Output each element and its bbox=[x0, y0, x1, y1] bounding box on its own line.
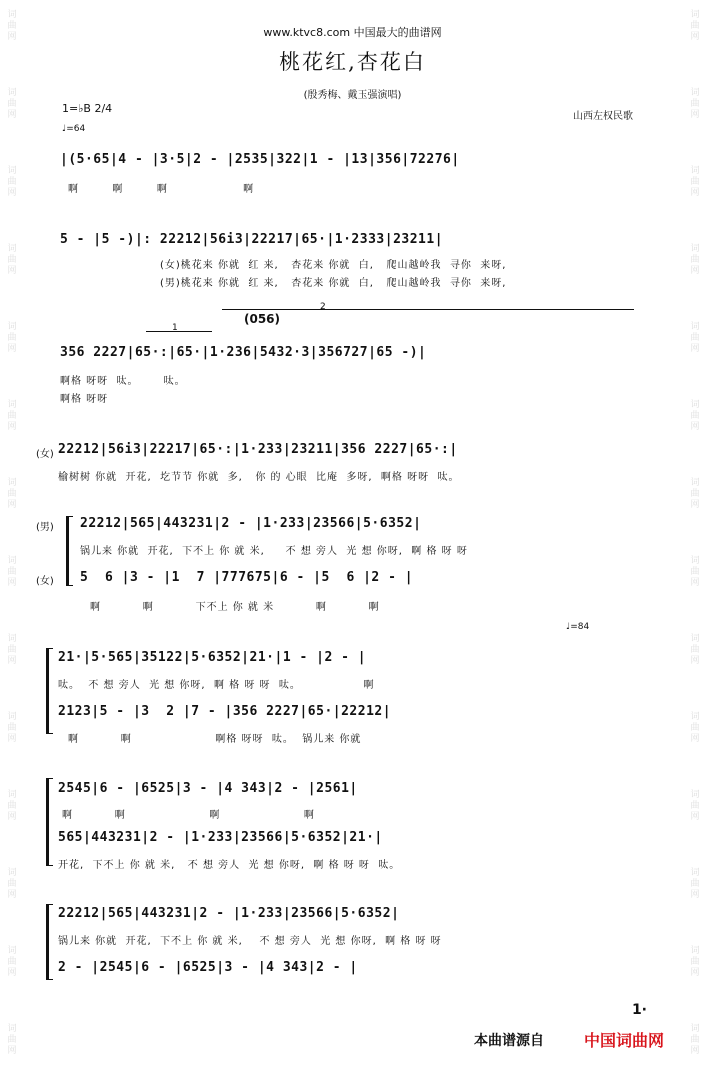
watermark-text: 词 曲 网 bbox=[690, 634, 700, 666]
watermark-text: 词 曲 网 bbox=[7, 556, 17, 588]
notation-line: 22212|565|443231|2 - |1·233|23566|5·6352| bbox=[58, 906, 400, 921]
song-title: 桃花红,杏花白 bbox=[279, 50, 426, 74]
lyrics-line: 啊 啊 啊 啊 bbox=[68, 184, 255, 195]
volta-number-1: 1 bbox=[172, 323, 178, 333]
watermark-text: 词 曲 网 bbox=[7, 10, 17, 42]
voice-label: (女) bbox=[36, 449, 54, 460]
watermark-text: 词 曲 网 bbox=[7, 1024, 17, 1056]
staff-brace bbox=[46, 648, 53, 734]
notation-line: 21·|5·565|35122|5·6352|21·|1 - |2 - | bbox=[58, 650, 367, 665]
watermark-text: 词 曲 网 bbox=[7, 244, 17, 276]
notation-line: 5 6 |3 - |1 7 |777675|6 - |5 6 |2 - | bbox=[80, 570, 414, 585]
volta-number-2: 2 bbox=[320, 302, 326, 312]
lyrics-line: 锅儿来 你就 开花, 下不上 你 就 米, 不 想 旁人 光 想 你呀, 啊 格 呀 呀 bbox=[58, 936, 442, 947]
notation-line: 565|443231|2 - |1·233|23566|5·6352|21·| bbox=[58, 830, 383, 845]
watermark-text: 词 曲 网 bbox=[7, 478, 17, 510]
song-origin: 山西左权民歌 bbox=[573, 111, 633, 122]
watermark-text: 词 曲 网 bbox=[690, 244, 700, 276]
notation-line: 356 2227|65·:|65·|1·236|5432·3|356727|65 -)| bbox=[60, 345, 427, 360]
performers: (殷秀梅、戴玉强演唱) bbox=[303, 90, 402, 101]
lyrics-line: 开花, 下不上 你 就 米, 不 想 旁人 光 想 你呀, 啊 格 呀 呀 呔。 bbox=[58, 860, 401, 871]
notation-line: 22212|565|443231|2 - |1·233|23566|5·6352| bbox=[80, 516, 422, 531]
staff-brace bbox=[46, 778, 53, 866]
lyrics-line: 啊 啊 下不上 你 就 米 啊 啊 bbox=[90, 602, 380, 613]
lyrics-line: 榆树树 你就 开花, 圪节节 你就 多, 你 的 心眼 比庵 多呀, 啊格 呀呀 呔。 bbox=[58, 472, 460, 483]
volta-bracket-1 bbox=[146, 331, 212, 332]
staff-brace bbox=[46, 904, 53, 980]
watermark-text: 词 曲 网 bbox=[7, 322, 17, 354]
watermark-text: 词 曲 网 bbox=[690, 400, 700, 432]
lyrics-line: (女)桃花来 你就 红 来, 杏花来 你就 白, 爬山越岭我 寻你 来呀, bbox=[160, 260, 507, 271]
watermark-text: 词 曲 网 bbox=[690, 88, 700, 120]
watermark-text: 词 曲 网 bbox=[7, 790, 17, 822]
notation-line: 22212|56i3|22217|65·:|1·233|23211|356 2227|65·:| bbox=[58, 442, 458, 457]
watermark-text: 词 曲 网 bbox=[690, 556, 700, 588]
watermark-text: 词 曲 网 bbox=[7, 400, 17, 432]
notation-line: 2123|5 - |3 2 |7 - |356 2227|65·|22212| bbox=[58, 704, 392, 719]
watermark-text: 词 曲 网 bbox=[690, 478, 700, 510]
staff-brace bbox=[66, 516, 73, 586]
notation-line: 2 - |2545|6 - |6525|3 - |4 343|2 - | bbox=[58, 960, 358, 975]
lyrics-line: 锅儿来 你就 开花, 下不上 你 就 米, 不 想 旁人 光 想 你呀, 啊 格 呀 呀 bbox=[80, 546, 468, 557]
lyrics-line: 呔。 不 想 旁人 光 想 你呀, 啊 格 呀 呀 呔。 啊 bbox=[58, 680, 375, 691]
watermark-text: 词 曲 网 bbox=[7, 88, 17, 120]
watermark-text: 词 曲 网 bbox=[690, 868, 700, 900]
watermark-text: 词 曲 网 bbox=[7, 712, 17, 744]
lyrics-line: 啊格 呀呀 bbox=[60, 394, 109, 405]
volta-bracket-2 bbox=[222, 309, 634, 310]
site-url: www.ktvc8.com 中国最大的曲谱网 bbox=[263, 26, 442, 39]
watermark-text: 词 曲 网 bbox=[690, 10, 700, 42]
lyrics-line: 啊 啊 啊 啊 bbox=[62, 810, 315, 821]
source-site: 中国词曲网 bbox=[584, 1031, 665, 1050]
watermark-text: 词 曲 网 bbox=[7, 634, 17, 666]
key-signature: 1=♭B 2/4 bbox=[62, 102, 113, 115]
watermark-text: 词 曲 网 bbox=[690, 790, 700, 822]
watermark-text: 词 曲 网 bbox=[7, 868, 17, 900]
notation-line: 5 - |5 -)|: 22212|56i3|22217|65·|1·2333|23211| bbox=[60, 232, 444, 247]
lyrics-line: 啊格 呀呀 呔。 呔。 bbox=[60, 376, 186, 387]
notation-line: |(5·65|4 - |3·5|2 - |2535|322|1 - |13|356|72276| bbox=[60, 152, 460, 167]
watermark-text: 词 曲 网 bbox=[690, 322, 700, 354]
watermark-text: 词 曲 网 bbox=[7, 166, 17, 198]
watermark-text: 词 曲 网 bbox=[690, 712, 700, 744]
tempo-change: ♩=84 bbox=[566, 622, 590, 632]
voice-label: (女) bbox=[36, 576, 54, 587]
watermark-text: 词 曲 网 bbox=[690, 166, 700, 198]
page-number: 1· bbox=[631, 1002, 647, 1018]
tempo-marking: ♩=64 bbox=[62, 124, 86, 134]
source-label: 本曲谱源自 bbox=[474, 1033, 544, 1049]
notation-line: 2545|6 - |6525|3 - |4 343|2 - |2561| bbox=[58, 781, 358, 796]
lyrics-line: (男)桃花来 你就 红 来, 杏花来 你就 白, 爬山越岭我 寻你 来呀, bbox=[160, 278, 507, 289]
voice-label: (男) bbox=[36, 522, 54, 533]
pickup-notes: (056) bbox=[244, 312, 281, 326]
watermark-text: 词 曲 网 bbox=[7, 946, 17, 978]
watermark-text: 词 曲 网 bbox=[690, 946, 700, 978]
lyrics-line: 啊 啊 啊格 呀呀 呔。 锅儿来 你就 bbox=[68, 734, 362, 745]
watermark-text: 词 曲 网 bbox=[690, 1024, 700, 1056]
